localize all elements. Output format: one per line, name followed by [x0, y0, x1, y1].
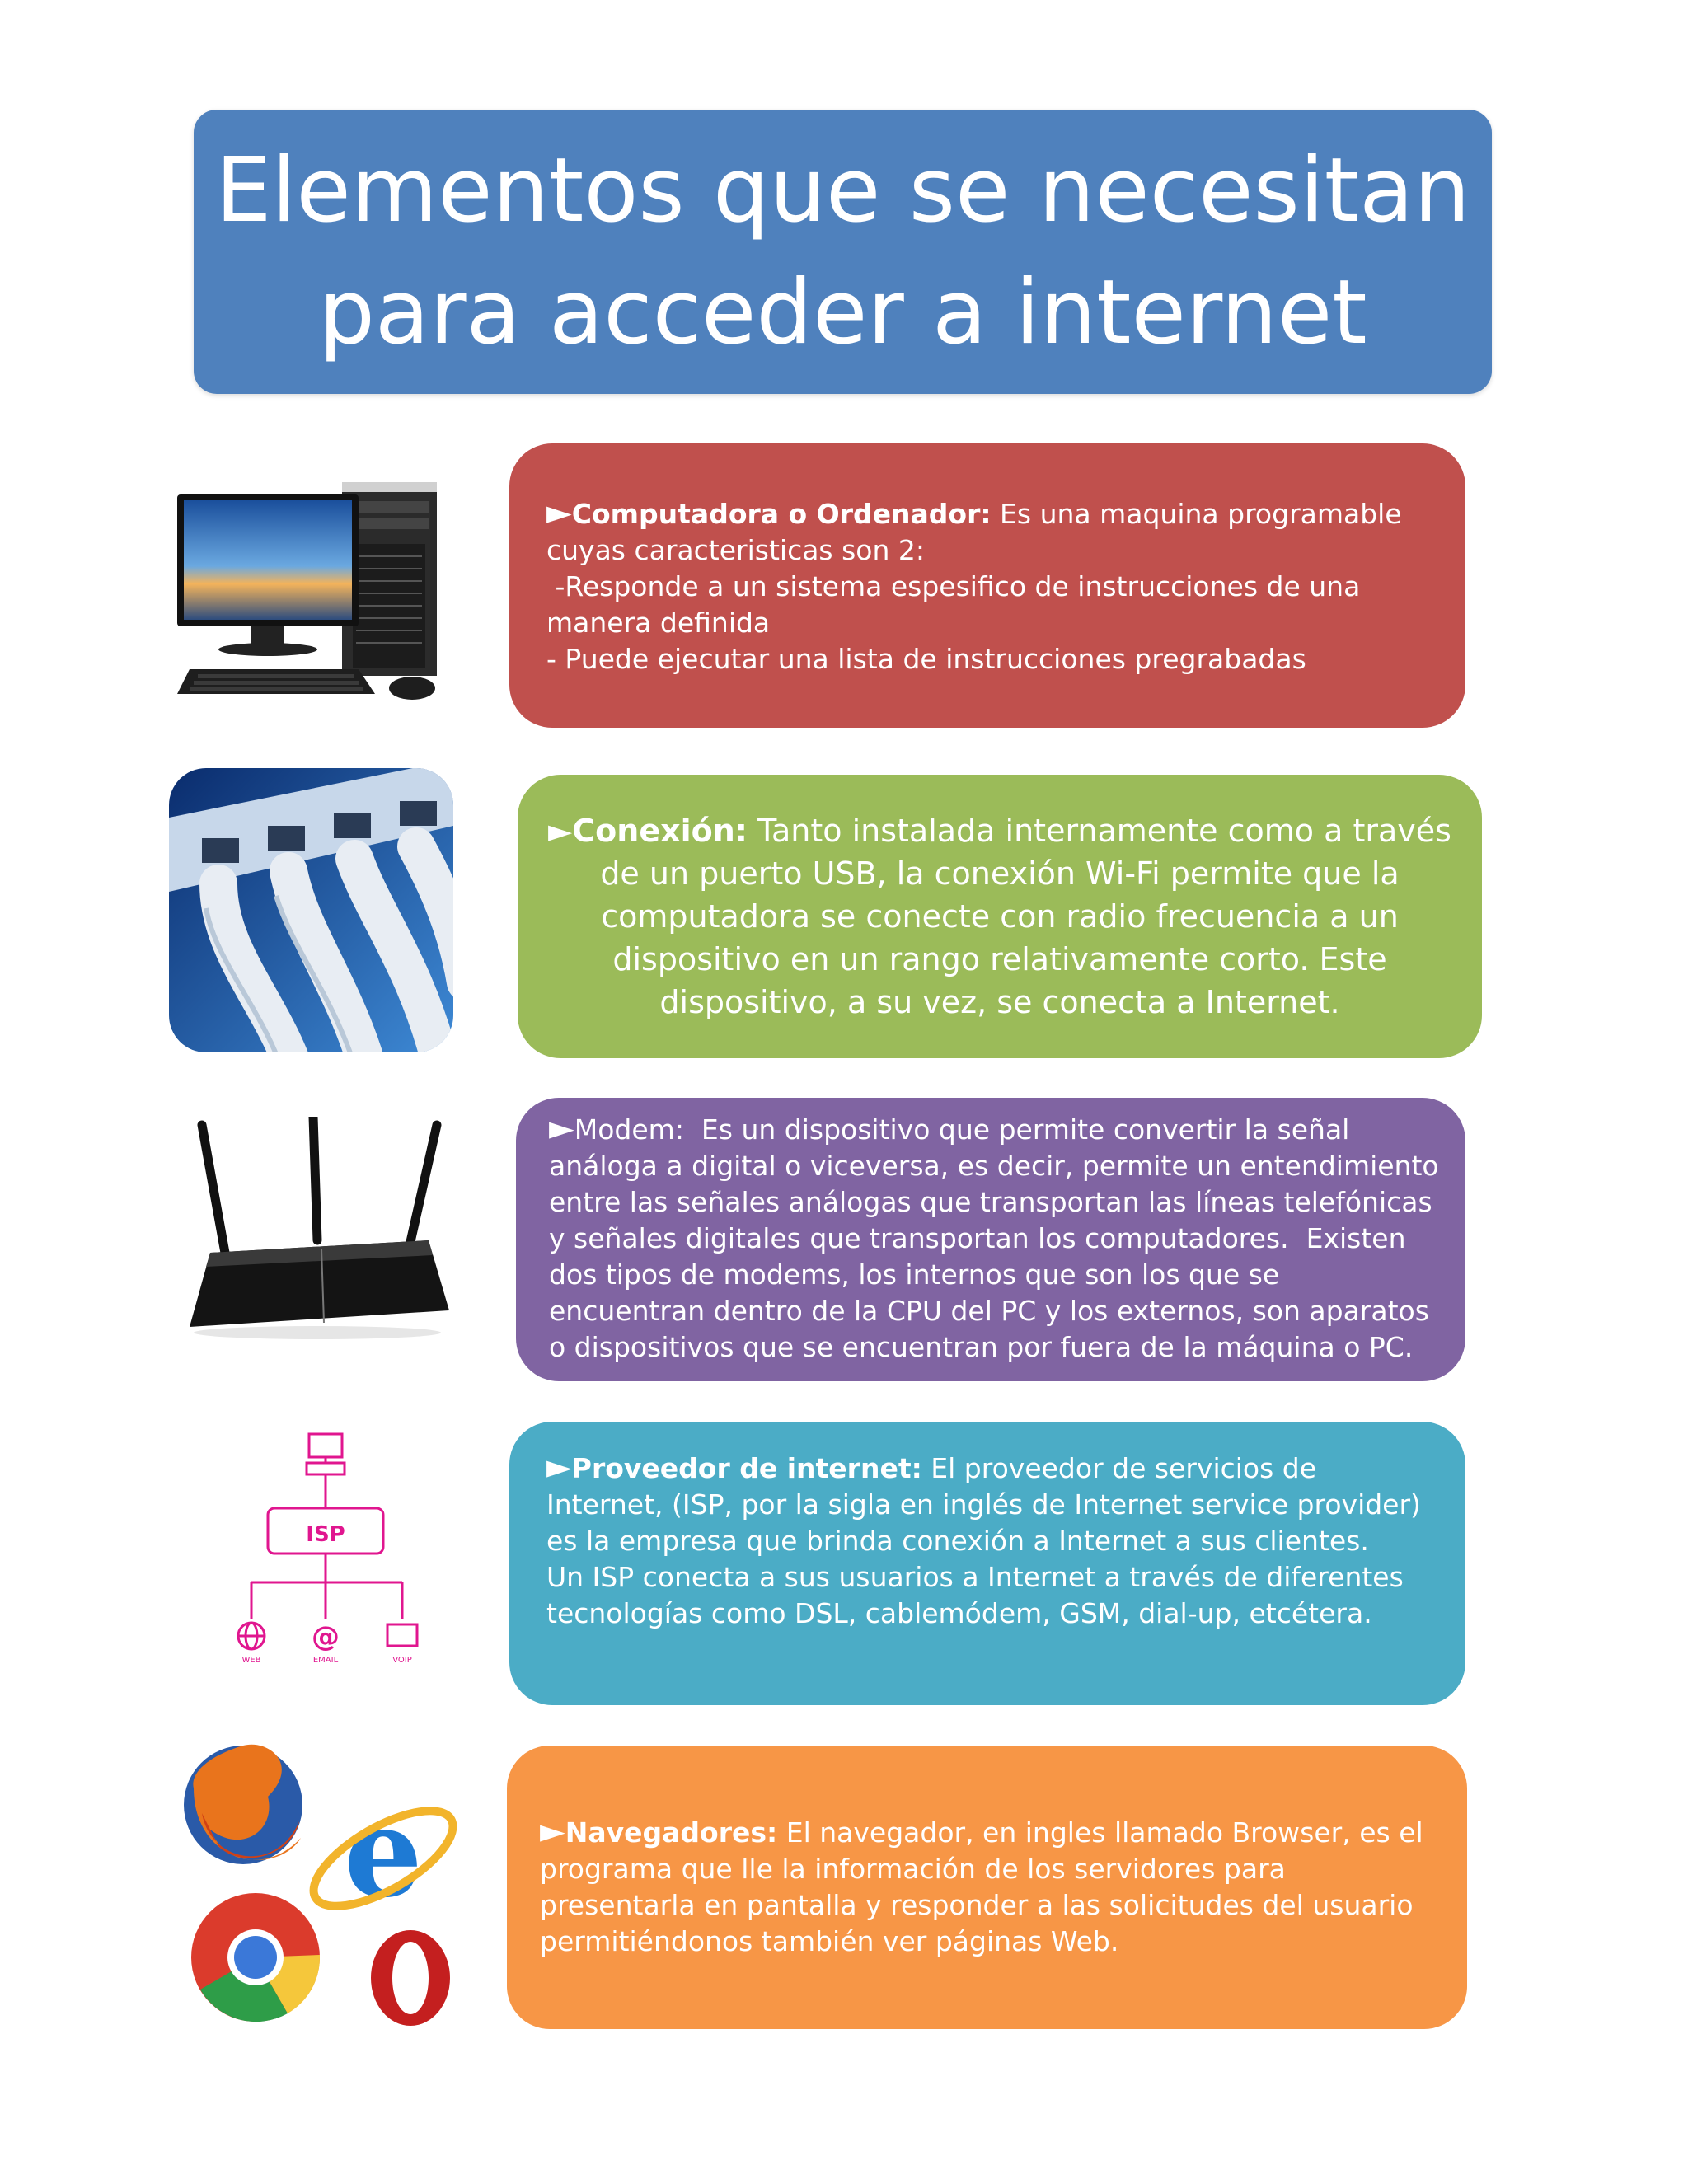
- card-modem-text: [549, 1109, 1448, 1366]
- isp-leaf-web: WEB: [241, 1656, 261, 1665]
- card-modem-heading: Modem:: [574, 1113, 684, 1146]
- chrome-icon: [191, 1893, 320, 2022]
- card-proveedor-body: El proveedor de servicios de Internet, (ISP, por la sigla en inglés de Internet service provider) es la empresa que brinda conexión a Internet a sus clientes. Un ISP conecta a sus usuarios a Internet a través de diferentes tecnologías como DSL, cablemódem, GSM, dial-up, etcétera.: [546, 1452, 1421, 1629]
- card-proveedor-heading: Proveedor de internet:: [571, 1452, 922, 1484]
- isp-leaf-voip: VOIP: [392, 1656, 412, 1665]
- arrow-marker-icon: ►: [546, 1448, 572, 1486]
- browsers-icon: [177, 1739, 466, 2027]
- ethernet-cables-icon: [169, 768, 453, 1052]
- firefox-icon: [184, 1745, 302, 1864]
- isp-leaf-email: EMAIL: [312, 1656, 339, 1665]
- card-navegadores-text: [540, 1813, 1434, 1960]
- card-computadora-body: Es una maquina programable cuyas caracteristicas son 2: -Responde a un sistema espesifico de instrucciones de una manera definida - Puede ejecutar una lista de instrucciones pregrabadas: [546, 498, 1402, 675]
- card-proveedor-text: [546, 1449, 1432, 1632]
- card-conexion-body: Tanto instalada internamente como a través de un puerto USB, la conexión Wi-Fi permite que la computadora se conecte con radio frecuencia a un dispositivo en un rango relativamente corto. Este dispositivo, a su vez, se conecta a Internet.: [600, 813, 1462, 1020]
- computer-icon: [173, 478, 453, 713]
- arrow-marker-icon: ►: [548, 813, 573, 849]
- isp-label: ISP: [306, 1522, 345, 1547]
- card-navegadores: [507, 1746, 1467, 2029]
- card-proveedor: [509, 1422, 1465, 1705]
- internet-explorer-icon: [300, 1780, 466, 1925]
- card-navegadores-heading: Navegadores:: [565, 1816, 778, 1849]
- svg-text:e: e: [344, 1780, 423, 1925]
- card-navegadores-body: El navegador, en ingles llamado Browser, es el programa que lle la información de los servidores para presentarla en pantalla y responder a las solicitudes del usuario permitiéndonos también ver páginas Web.: [540, 1816, 1432, 1957]
- at-sign-icon: @: [312, 1620, 340, 1653]
- card-conexion: [518, 775, 1482, 1058]
- card-computadora: [509, 443, 1465, 728]
- title-line-2: para acceder a internet: [318, 260, 1367, 364]
- card-conexion-heading: Conexión:: [572, 813, 748, 849]
- title-banner: [194, 110, 1492, 394]
- arrow-marker-icon: ►: [546, 494, 572, 532]
- card-computadora-heading: Computadora o Ordenador:: [571, 498, 992, 530]
- arrow-marker-icon: ►: [549, 1109, 574, 1147]
- router-icon: [185, 1117, 449, 1343]
- isp-diagram-icon: [223, 1430, 429, 1669]
- card-modem: [516, 1098, 1465, 1381]
- arrow-marker-icon: ►: [540, 1812, 565, 1850]
- card-conexion-text: [542, 809, 1462, 1024]
- card-computadora-text: [546, 494, 1428, 677]
- title-line-1: Elementos que se necesitan: [215, 138, 1470, 242]
- card-modem-body: Es un dispositivo que permite convertir la señal análoga a digital o viceversa, es decir, permite un entendimiento entre las señales análogas que transportan las líneas telefónicas y señales digitales que transportan los computadores. Existen dos tipos de modems, los internos que son los que se encuentran dentro de la CPU del PC y los externos, son aparatos o dispositivos que se encuentran por fuera de la máquina o PC.: [549, 1113, 1448, 1363]
- opera-icon: [371, 1930, 450, 2026]
